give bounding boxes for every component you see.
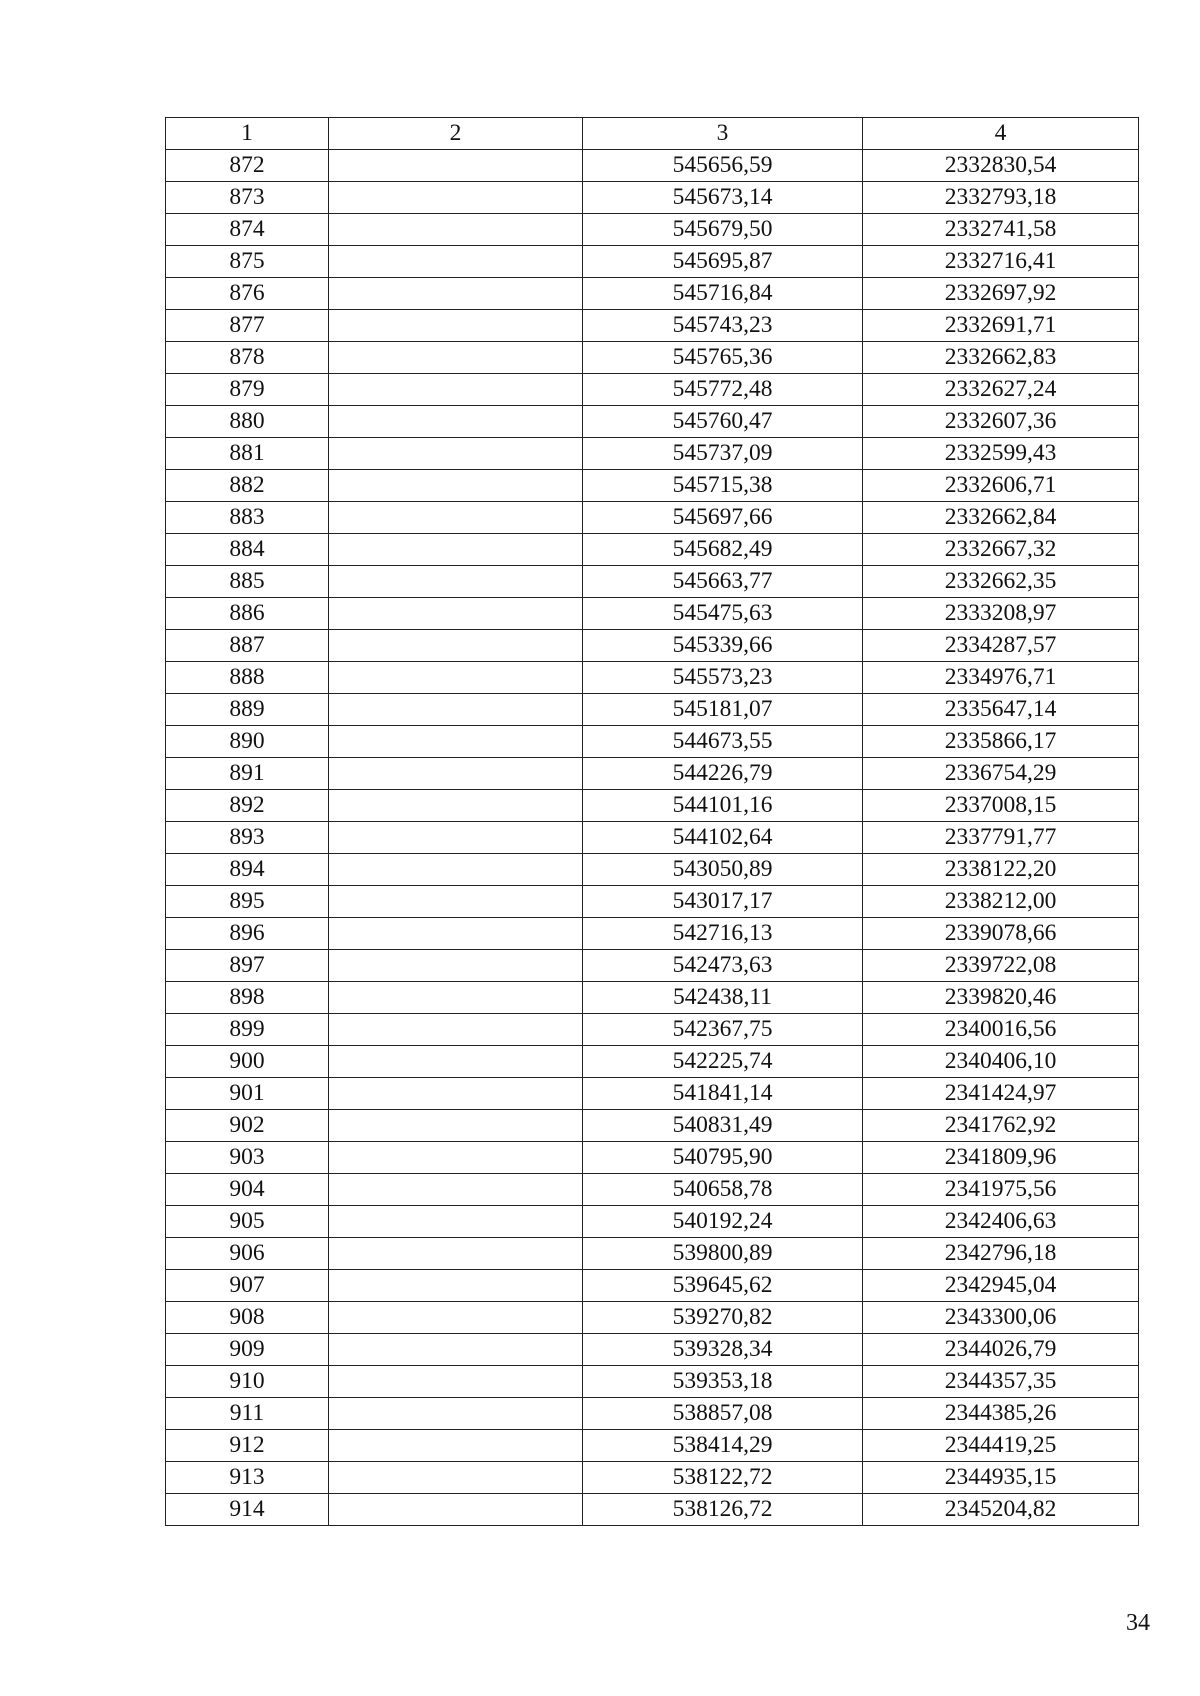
coordinate-y-cell: 2339078,66 xyxy=(863,918,1139,950)
column-2-cell xyxy=(329,1142,583,1174)
column-2-cell xyxy=(329,1398,583,1430)
column-2-cell xyxy=(329,886,583,918)
point-number-cell: 905 xyxy=(166,1206,329,1238)
header-row xyxy=(166,118,1139,150)
point-number-cell: 906 xyxy=(166,1238,329,1270)
point-number-cell: 898 xyxy=(166,982,329,1014)
column-2-cell xyxy=(329,950,583,982)
coordinate-x-cell: 538122,72 xyxy=(583,1462,863,1494)
table-row xyxy=(166,854,1139,886)
table-row xyxy=(166,1142,1139,1174)
coordinate-y-cell: 2335647,14 xyxy=(863,694,1139,726)
coordinate-x-cell: 545743,23 xyxy=(583,310,863,342)
table-row xyxy=(166,310,1139,342)
coordinate-x-cell: 541841,14 xyxy=(583,1078,863,1110)
coordinate-y-cell: 2338212,00 xyxy=(863,886,1139,918)
coordinate-x-cell: 540831,49 xyxy=(583,1110,863,1142)
table-row xyxy=(166,1398,1139,1430)
table-row xyxy=(166,1334,1139,1366)
column-2-cell xyxy=(329,214,583,246)
coordinate-x-cell: 545765,36 xyxy=(583,342,863,374)
coordinate-x-cell: 545339,66 xyxy=(583,630,863,662)
point-number-cell: 874 xyxy=(166,214,329,246)
column-2-cell xyxy=(329,790,583,822)
coordinate-x-cell: 542438,11 xyxy=(583,982,863,1014)
column-2-cell xyxy=(329,246,583,278)
coordinate-y-cell: 2344026,79 xyxy=(863,1334,1139,1366)
column-2-cell xyxy=(329,1110,583,1142)
coordinate-y-cell: 2332697,92 xyxy=(863,278,1139,310)
coordinate-y-cell: 2332830,54 xyxy=(863,150,1139,182)
coordinate-y-cell: 2345204,82 xyxy=(863,1494,1139,1526)
coordinate-x-cell: 545697,66 xyxy=(583,502,863,534)
point-number-cell: 897 xyxy=(166,950,329,982)
coordinate-y-cell: 2332662,84 xyxy=(863,502,1139,534)
column-2-cell xyxy=(329,854,583,886)
coordinate-x-cell: 539800,89 xyxy=(583,1238,863,1270)
table-row xyxy=(166,566,1139,598)
column-header-1: 1 xyxy=(166,118,329,150)
coordinate-x-cell: 538857,08 xyxy=(583,1398,863,1430)
coordinate-x-cell: 545737,09 xyxy=(583,438,863,470)
column-2-cell xyxy=(329,1174,583,1206)
point-number-cell: 872 xyxy=(166,150,329,182)
coordinate-y-cell: 2332691,71 xyxy=(863,310,1139,342)
coordinate-y-cell: 2339820,46 xyxy=(863,982,1139,1014)
point-number-cell: 909 xyxy=(166,1334,329,1366)
point-number-cell: 896 xyxy=(166,918,329,950)
point-number-cell: 903 xyxy=(166,1142,329,1174)
point-number-cell: 904 xyxy=(166,1174,329,1206)
point-number-cell: 914 xyxy=(166,1494,329,1526)
column-2-cell xyxy=(329,758,583,790)
column-2-cell xyxy=(329,1430,583,1462)
table-row xyxy=(166,278,1139,310)
point-number-cell: 908 xyxy=(166,1302,329,1334)
coordinate-x-cell: 544226,79 xyxy=(583,758,863,790)
table-body xyxy=(166,150,1139,1526)
point-number-cell: 891 xyxy=(166,758,329,790)
column-2-cell xyxy=(329,630,583,662)
page-number: 34 xyxy=(1126,1610,1150,1636)
column-header-4: 4 xyxy=(863,118,1139,150)
column-2-cell xyxy=(329,918,583,950)
coordinate-y-cell: 2344357,35 xyxy=(863,1366,1139,1398)
coordinate-y-cell: 2340016,56 xyxy=(863,1014,1139,1046)
coordinate-x-cell: 539270,82 xyxy=(583,1302,863,1334)
point-number-cell: 878 xyxy=(166,342,329,374)
point-number-cell: 879 xyxy=(166,374,329,406)
coordinate-x-cell: 545715,38 xyxy=(583,470,863,502)
column-2-cell xyxy=(329,310,583,342)
coordinate-y-cell: 2342796,18 xyxy=(863,1238,1139,1270)
point-number-cell: 899 xyxy=(166,1014,329,1046)
coordinate-x-cell: 545573,23 xyxy=(583,662,863,694)
table-row xyxy=(166,534,1139,566)
coordinate-y-cell: 2342945,04 xyxy=(863,1270,1139,1302)
table-row xyxy=(166,502,1139,534)
table-row xyxy=(166,630,1139,662)
coordinate-y-cell: 2337008,15 xyxy=(863,790,1139,822)
table-row xyxy=(166,758,1139,790)
column-2-cell xyxy=(329,1270,583,1302)
point-number-cell: 913 xyxy=(166,1462,329,1494)
table-row xyxy=(166,438,1139,470)
point-number-cell: 901 xyxy=(166,1078,329,1110)
column-2-cell xyxy=(329,566,583,598)
table-row xyxy=(166,374,1139,406)
table-row xyxy=(166,1366,1139,1398)
table-row xyxy=(166,1174,1139,1206)
point-number-cell: 885 xyxy=(166,566,329,598)
coordinate-y-cell: 2341809,96 xyxy=(863,1142,1139,1174)
table-row xyxy=(166,598,1139,630)
coordinate-x-cell: 545663,77 xyxy=(583,566,863,598)
coordinates-table xyxy=(165,117,1139,1526)
column-2-cell xyxy=(329,374,583,406)
column-2-cell xyxy=(329,342,583,374)
point-number-cell: 876 xyxy=(166,278,329,310)
table-row xyxy=(166,1014,1139,1046)
column-2-cell xyxy=(329,1046,583,1078)
coordinate-x-cell: 545772,48 xyxy=(583,374,863,406)
column-2-cell xyxy=(329,982,583,1014)
coordinate-y-cell: 2332662,35 xyxy=(863,566,1139,598)
coordinate-x-cell: 543050,89 xyxy=(583,854,863,886)
table-row xyxy=(166,470,1139,502)
table-row xyxy=(166,918,1139,950)
table-row xyxy=(166,1206,1139,1238)
point-number-cell: 873 xyxy=(166,182,329,214)
point-number-cell: 893 xyxy=(166,822,329,854)
coordinate-y-cell: 2344935,15 xyxy=(863,1462,1139,1494)
table-row xyxy=(166,950,1139,982)
column-2-cell xyxy=(329,1494,583,1526)
coordinate-y-cell: 2344419,25 xyxy=(863,1430,1139,1462)
coordinate-y-cell: 2332599,43 xyxy=(863,438,1139,470)
point-number-cell: 883 xyxy=(166,502,329,534)
coordinate-y-cell: 2332607,36 xyxy=(863,406,1139,438)
point-number-cell: 894 xyxy=(166,854,329,886)
column-2-cell xyxy=(329,278,583,310)
coordinate-y-cell: 2332741,58 xyxy=(863,214,1139,246)
column-2-cell xyxy=(329,470,583,502)
coordinate-y-cell: 2337791,77 xyxy=(863,822,1139,854)
column-2-cell xyxy=(329,1334,583,1366)
coordinate-y-cell: 2340406,10 xyxy=(863,1046,1139,1078)
column-2-cell xyxy=(329,662,583,694)
coordinate-x-cell: 542473,63 xyxy=(583,950,863,982)
coordinate-x-cell: 540795,90 xyxy=(583,1142,863,1174)
column-2-cell xyxy=(329,822,583,854)
column-2-cell xyxy=(329,1206,583,1238)
coordinate-x-cell: 542716,13 xyxy=(583,918,863,950)
coordinate-x-cell: 539328,34 xyxy=(583,1334,863,1366)
column-2-cell xyxy=(329,598,583,630)
coordinate-x-cell: 545656,59 xyxy=(583,150,863,182)
coordinate-y-cell: 2332667,32 xyxy=(863,534,1139,566)
table-row xyxy=(166,982,1139,1014)
coordinate-y-cell: 2341975,56 xyxy=(863,1174,1139,1206)
coordinate-x-cell: 538126,72 xyxy=(583,1494,863,1526)
point-number-cell: 884 xyxy=(166,534,329,566)
coordinate-y-cell: 2341424,97 xyxy=(863,1078,1139,1110)
point-number-cell: 887 xyxy=(166,630,329,662)
coordinate-y-cell: 2341762,92 xyxy=(863,1110,1139,1142)
coordinate-x-cell: 545682,49 xyxy=(583,534,863,566)
column-2-cell xyxy=(329,1238,583,1270)
table-row xyxy=(166,790,1139,822)
column-2-cell xyxy=(329,1302,583,1334)
coordinate-x-cell: 545673,14 xyxy=(583,182,863,214)
point-number-cell: 882 xyxy=(166,470,329,502)
coordinate-x-cell: 545475,63 xyxy=(583,598,863,630)
coordinate-y-cell: 2334287,57 xyxy=(863,630,1139,662)
table-row xyxy=(166,246,1139,278)
coordinate-x-cell: 545181,07 xyxy=(583,694,863,726)
point-number-cell: 886 xyxy=(166,598,329,630)
coordinate-x-cell: 540192,24 xyxy=(583,1206,863,1238)
table-row xyxy=(166,1430,1139,1462)
table-row xyxy=(166,1462,1139,1494)
point-number-cell: 911 xyxy=(166,1398,329,1430)
coordinate-y-cell: 2332662,83 xyxy=(863,342,1139,374)
column-2-cell xyxy=(329,438,583,470)
table-row xyxy=(166,150,1139,182)
column-2-cell xyxy=(329,150,583,182)
column-2-cell xyxy=(329,1462,583,1494)
column-2-cell xyxy=(329,1014,583,1046)
point-number-cell: 889 xyxy=(166,694,329,726)
point-number-cell: 895 xyxy=(166,886,329,918)
coordinate-y-cell: 2333208,97 xyxy=(863,598,1139,630)
coordinate-x-cell: 542225,74 xyxy=(583,1046,863,1078)
column-2-cell xyxy=(329,534,583,566)
point-number-cell: 907 xyxy=(166,1270,329,1302)
coordinate-x-cell: 542367,75 xyxy=(583,1014,863,1046)
table-row xyxy=(166,1046,1139,1078)
coordinate-x-cell: 538414,29 xyxy=(583,1430,863,1462)
coordinate-x-cell: 544102,64 xyxy=(583,822,863,854)
point-number-cell: 890 xyxy=(166,726,329,758)
coordinate-y-cell: 2332716,41 xyxy=(863,246,1139,278)
table-row xyxy=(166,694,1139,726)
column-2-cell xyxy=(329,726,583,758)
column-header-2: 2 xyxy=(329,118,583,150)
coordinate-y-cell: 2332627,24 xyxy=(863,374,1139,406)
table-header xyxy=(166,118,1139,150)
point-number-cell: 888 xyxy=(166,662,329,694)
point-number-cell: 912 xyxy=(166,1430,329,1462)
coordinate-x-cell: 545695,87 xyxy=(583,246,863,278)
coordinate-y-cell: 2339722,08 xyxy=(863,950,1139,982)
coordinate-x-cell: 545716,84 xyxy=(583,278,863,310)
point-number-cell: 880 xyxy=(166,406,329,438)
column-2-cell xyxy=(329,182,583,214)
table-row xyxy=(166,214,1139,246)
table-row xyxy=(166,726,1139,758)
coordinate-x-cell: 545760,47 xyxy=(583,406,863,438)
table-row xyxy=(166,1238,1139,1270)
table-row xyxy=(166,406,1139,438)
table-row xyxy=(166,342,1139,374)
coordinate-x-cell: 545679,50 xyxy=(583,214,863,246)
coordinate-y-cell: 2332793,18 xyxy=(863,182,1139,214)
point-number-cell: 910 xyxy=(166,1366,329,1398)
coordinate-y-cell: 2342406,63 xyxy=(863,1206,1139,1238)
coordinate-y-cell: 2336754,29 xyxy=(863,758,1139,790)
coordinate-x-cell: 539645,62 xyxy=(583,1270,863,1302)
coordinate-y-cell: 2332606,71 xyxy=(863,470,1139,502)
table-row xyxy=(166,1078,1139,1110)
table-row xyxy=(166,822,1139,854)
table-row xyxy=(166,1270,1139,1302)
point-number-cell: 892 xyxy=(166,790,329,822)
table-row xyxy=(166,1494,1139,1526)
column-2-cell xyxy=(329,1366,583,1398)
table-row xyxy=(166,1302,1139,1334)
coordinate-y-cell: 2344385,26 xyxy=(863,1398,1139,1430)
point-number-cell: 877 xyxy=(166,310,329,342)
column-2-cell xyxy=(329,502,583,534)
column-2-cell xyxy=(329,406,583,438)
table-row xyxy=(166,1110,1139,1142)
coordinate-y-cell: 2343300,06 xyxy=(863,1302,1139,1334)
coordinate-x-cell: 540658,78 xyxy=(583,1174,863,1206)
coordinate-x-cell: 544101,16 xyxy=(583,790,863,822)
point-number-cell: 902 xyxy=(166,1110,329,1142)
column-2-cell xyxy=(329,694,583,726)
table-row xyxy=(166,886,1139,918)
table-row xyxy=(166,182,1139,214)
table-row xyxy=(166,662,1139,694)
coordinate-x-cell: 544673,55 xyxy=(583,726,863,758)
coordinate-x-cell: 539353,18 xyxy=(583,1366,863,1398)
coordinate-x-cell: 543017,17 xyxy=(583,886,863,918)
coordinate-y-cell: 2334976,71 xyxy=(863,662,1139,694)
coordinate-y-cell: 2338122,20 xyxy=(863,854,1139,886)
column-2-cell xyxy=(329,1078,583,1110)
point-number-cell: 900 xyxy=(166,1046,329,1078)
point-number-cell: 875 xyxy=(166,246,329,278)
point-number-cell: 881 xyxy=(166,438,329,470)
coordinate-y-cell: 2335866,17 xyxy=(863,726,1139,758)
column-header-3: 3 xyxy=(583,118,863,150)
